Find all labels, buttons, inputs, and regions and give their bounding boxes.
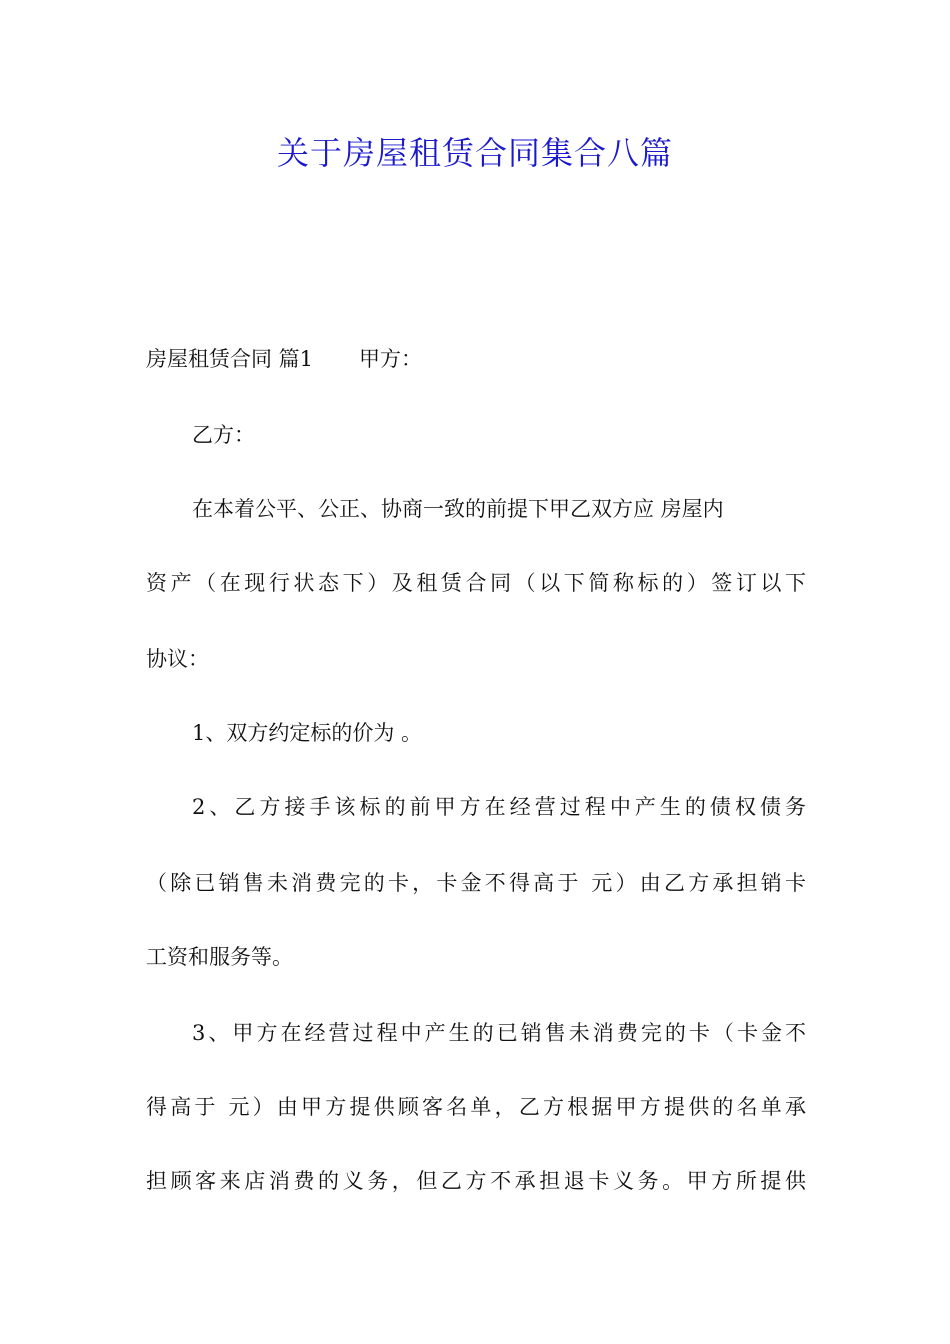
clause-2-line: 工资和服务等。 <box>146 945 293 969</box>
clause-3-line: 得高于 元）由甲方提供顾客名单，乙方根据甲方提供的名单承 <box>146 1095 806 1119</box>
clause-3-line: 担顾客来店消费的义务，但乙方不承担退卡义务。甲方所提供 <box>146 1169 806 1193</box>
paragraph-line: 在本着公平、公正、协商一致的前提下甲乙双方应 房屋内 <box>192 497 724 521</box>
party-b-label: 乙方： <box>192 423 255 447</box>
clause-2-line: （除已销售未消费完的卡，卡金不得高于 元）由乙方承担销卡 <box>146 871 806 895</box>
clause-3-line: 3、甲方在经营过程中产生的已销售未消费完的卡（卡金不 <box>192 1021 806 1045</box>
clause-2-line: 2、乙方接手该标的前甲方在经营过程中产生的债权债务 <box>192 795 806 819</box>
contract-heading-line <box>146 344 806 374</box>
party-a-label: 甲方： <box>359 347 423 371</box>
paragraph-line: 协议： <box>146 647 209 671</box>
paragraph-line: 资产（在现行状态下）及租赁合同（以下简称标的）签订以下 <box>146 571 806 595</box>
clause-1: 1、双方约定标的价为 。 <box>192 721 423 745</box>
contract-section-label: 房屋租赁合同 篇1 <box>146 347 314 371</box>
document-title: 关于房屋租赁合同集合八篇 <box>276 134 673 172</box>
